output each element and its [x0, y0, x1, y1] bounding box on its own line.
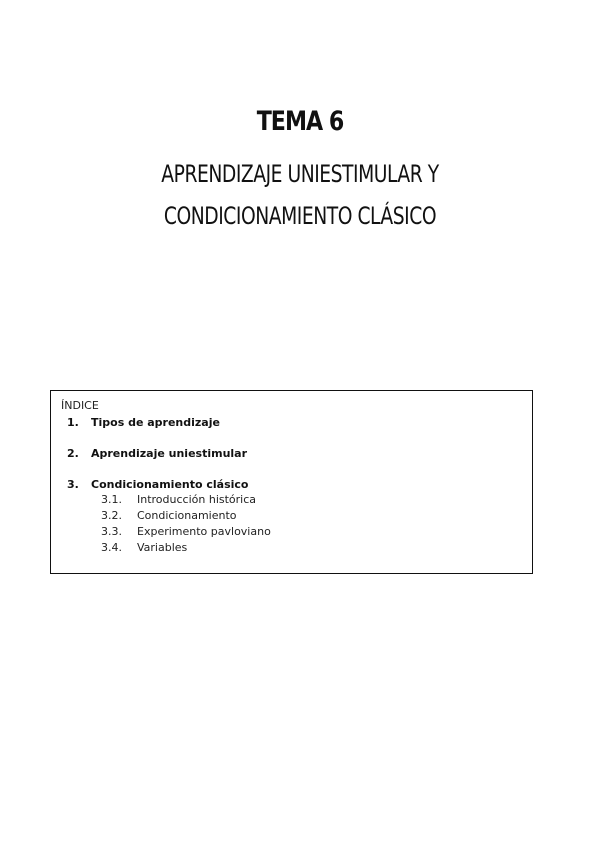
toc-subsection-3-4	[61, 540, 522, 556]
toc-subsection-label: Condicionamiento	[137, 509, 237, 522]
toc-subsection-number: 3.4.	[101, 541, 122, 554]
toc-section-label: Aprendizaje uniestimular	[91, 447, 248, 460]
toc-section-2	[61, 446, 522, 461]
toc-section-number: 2.	[67, 447, 79, 460]
toc-subsection-number: 3.3.	[101, 525, 122, 538]
toc-section-label: Condicionamiento clásico	[91, 478, 249, 491]
toc-subsection-number: 3.2.	[101, 509, 122, 522]
toc-subsection-label: Experimento pavloviano	[137, 525, 271, 538]
toc-section-1	[61, 415, 522, 430]
toc-subsection-label: Variables	[137, 541, 188, 554]
index-heading: ÍNDICE	[61, 399, 99, 412]
toc-section-3	[61, 477, 522, 492]
toc-subsection-3-3	[61, 524, 522, 540]
page-title: TEMA 6	[256, 106, 344, 137]
title-block	[0, 104, 600, 236]
toc-section-number: 3.	[67, 478, 79, 491]
subtitle-line-1: APRENDIZAJE UNIESTIMULAR Y	[161, 160, 439, 188]
toc-section-number: 1.	[67, 416, 79, 429]
toc-subsection-label: Introducción histórica	[137, 493, 257, 506]
toc-subsection-3-2	[61, 508, 522, 524]
toc-subsection-3-1	[61, 492, 522, 508]
toc-section-label: Tipos de aprendizaje	[91, 416, 220, 429]
toc-subsection-number: 3.1.	[101, 493, 122, 506]
subtitle-line-2: CONDICIONAMIENTO CLÁSICO	[163, 202, 437, 230]
index-box	[50, 390, 533, 574]
